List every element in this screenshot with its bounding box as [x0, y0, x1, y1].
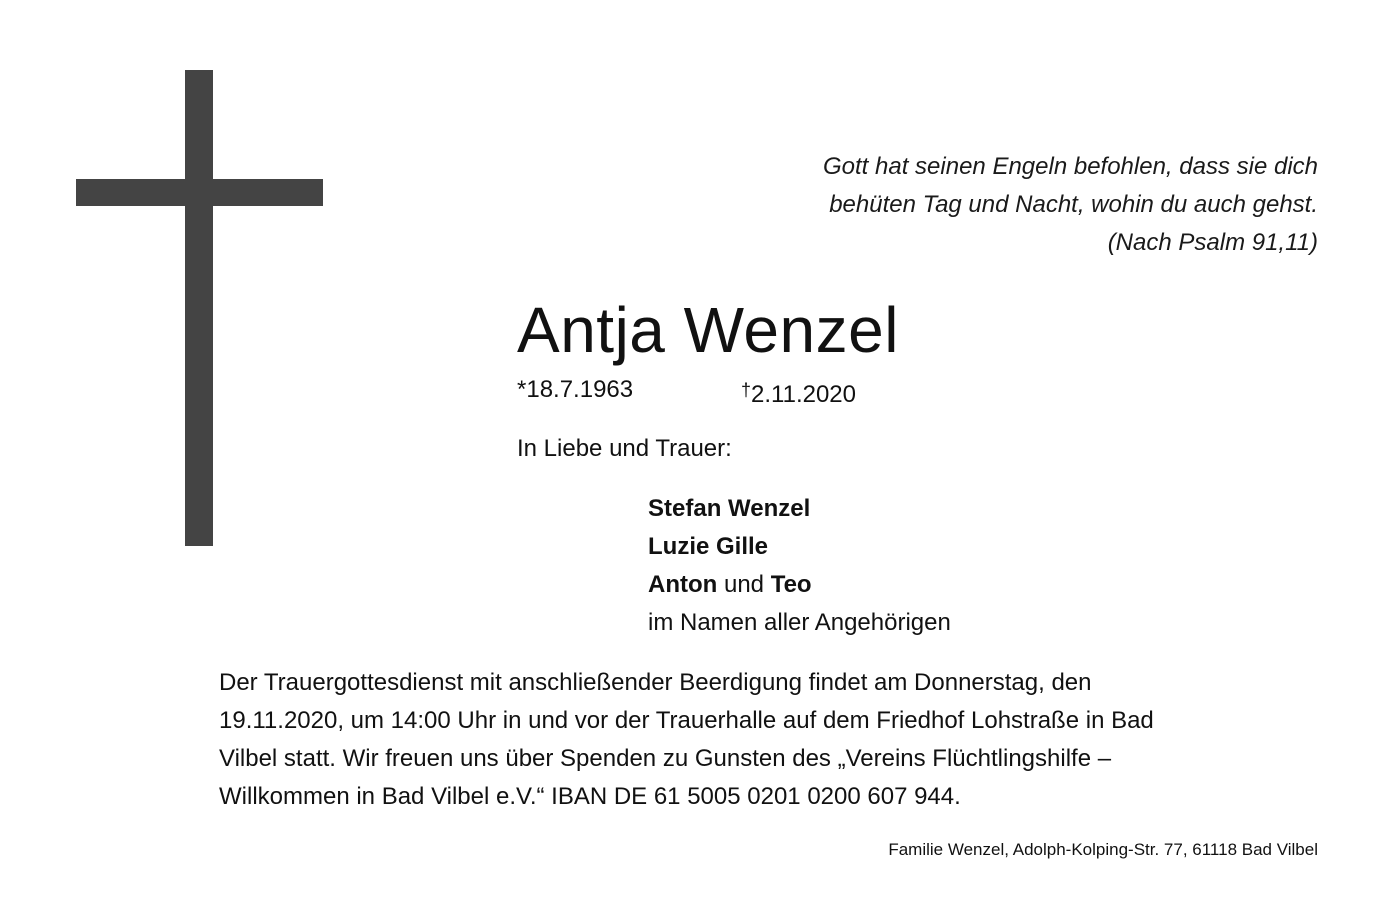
mourner-item	[648, 490, 951, 528]
mourners-closing: im Namen aller Angehörigen	[648, 609, 951, 636]
mourner-name: Stefan Wenzel	[648, 495, 811, 522]
notice-line: 19.11.2020, um 14:00 Uhr in und vor der Trauerhalle auf dem Friedhof Lohstraße in Bad	[219, 707, 1154, 734]
deceased-name: Antja Wenzel	[517, 294, 899, 366]
mourner-name: Anton	[648, 571, 718, 598]
death-date-block	[741, 374, 856, 411]
family-address: Familie Wenzel, Adolph-Kolping-Str. 77, 61118 Bad Vilbel	[888, 840, 1318, 859]
funeral-notice	[219, 664, 1309, 816]
verse-line: Gott hat seinen Engeln befohlen, dass sie dich	[823, 153, 1318, 180]
mourner-item	[648, 566, 951, 604]
cross-horizontal-beam	[76, 179, 323, 206]
notice-line: Willkommen in Bad Vilbel e.V.“ IBAN DE 61 5005 0201 0200 607 944.	[219, 783, 961, 810]
mourner-connector: und	[717, 571, 771, 598]
notice-line: Vilbel statt. Wir freuen uns über Spenden zu Gunsten des „Vereins Flüchtlingshilfe –	[219, 745, 1112, 772]
verse-source: (Nach Psalm 91,11)	[1107, 229, 1318, 256]
birth-date: *18.7.1963	[517, 376, 634, 403]
mourner-name: Luzie Gille	[648, 533, 769, 560]
bible-verse	[698, 148, 1318, 262]
notice-line: Der Trauergottesdienst mit anschließender Beerdigung findet am Donnerstag, den	[219, 669, 1092, 696]
cross-vertical-beam	[185, 70, 213, 546]
mourning-intro: In Liebe und Trauer:	[517, 435, 732, 462]
verse-line: behüten Tag und Nacht, wohin du auch gehst.	[829, 191, 1318, 218]
death-date: 2.11.2020	[751, 381, 857, 408]
mourners-list	[648, 490, 951, 642]
mourner-name: Teo	[770, 571, 812, 598]
dagger-icon: †	[741, 380, 752, 400]
mourner-item	[648, 528, 951, 566]
